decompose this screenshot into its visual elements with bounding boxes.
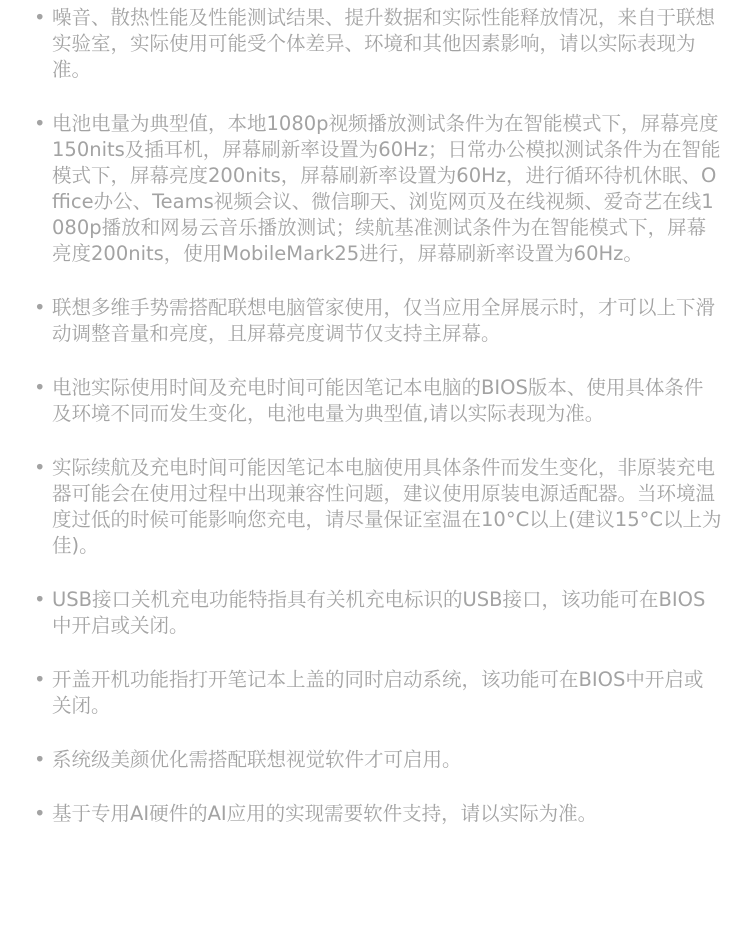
note-endurance-charging: • 实际续航及充电时间可能因笔记本电脑使用具体条件而发生变化，非原装充电器可能会在使用过程中出现兼容性问题，建议使用原装电源适配器。当环境温度过低的时候可能影响您充电，请尽量保证室温在10°C以上(建议15°C以上为佳)。 (34, 455, 722, 559)
note-beauty-optimization: • 系统级美颜优化需搭配联想视觉软件才可启用。 (34, 747, 722, 773)
note-battery-usage-time: • 电池实际使用时间及充电时间可能因笔记本电脑的BIOS版本、使用具体条件及环境不同而发生变化，电池电量为典型值,请以实际表现为准。 (34, 375, 722, 427)
note-multi-gesture: • 联想多维手势需搭配联想电脑管家使用，仅当应用全屏展示时，才可以上下滑动调整音量和亮度，且屏幕亮度调节仅支持主屏幕。 (34, 295, 722, 347)
note-noise-performance: • 噪音、散热性能及性能测试结果、提升数据和实际性能释放情况，来自于联想实验室，实际使用可能受个体差异、环境和其他因素影响，请以实际表现为准。 (34, 5, 722, 83)
note-battery-test-conditions: • 电池电量为典型值，本地1080p视频播放测试条件为在智能模式下，屏幕亮度150nits及插耳机，屏幕刷新率设置为60Hz；日常办公模拟测试条件为在智能模式下，屏幕亮度200nits，屏幕刷新率设置为60Hz，进行循环待机休眠、Office办公、Teams视频会议、微信聊天、浏览网页及在线视频、爱奇艺在线1080p播放和网易云音乐播放测试；续航基准测试条件为在智能模式下，屏幕亮度200nits，使用MobileMark25进行，屏幕刷新率设置为60Hz。 (34, 111, 722, 267)
note-lid-open-boot: • 开盖开机功能指打开笔记本上盖的同时启动系统，该功能可在BIOS中开启或关闭。 (34, 667, 722, 719)
note-usb-power-off-charging: • USB接口关机充电功能特指具有关机充电标识的USB接口，该功能可在BIOS中开启或关闭。 (34, 587, 722, 639)
note-ai-hardware: • 基于专用AI硬件的AI应用的实现需要软件支持，请以实际为准。 (34, 801, 722, 827)
